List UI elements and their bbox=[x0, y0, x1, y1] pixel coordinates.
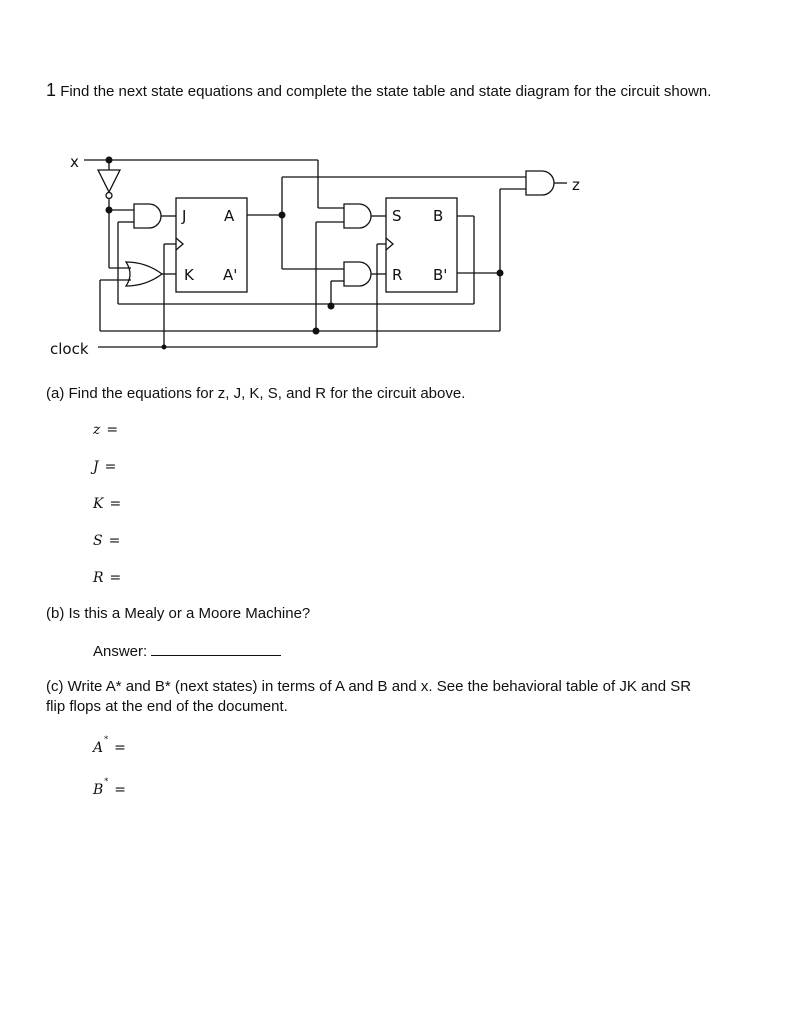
ff-b-s-label: S bbox=[392, 207, 402, 225]
circuit-diagram bbox=[0, 140, 791, 370]
part-a-prompt: (a) Find the equations for z, J, K, S, and R for the circuit above. bbox=[46, 385, 466, 402]
flip-flop-b bbox=[386, 198, 457, 292]
equals-sign: = bbox=[106, 422, 119, 438]
ff-b-q-label: B bbox=[433, 207, 444, 225]
part-b-prompt: (b) Is this a Mealy or a Moore Machine? bbox=[46, 605, 311, 622]
and-gate-r bbox=[344, 262, 371, 286]
answer-blank-line[interactable] bbox=[151, 641, 281, 656]
equation-j bbox=[93, 459, 116, 475]
part-b-answer bbox=[93, 641, 281, 660]
question-number: 1 bbox=[46, 80, 57, 100]
equation-b-next bbox=[93, 777, 127, 798]
equation-k-var: K bbox=[93, 496, 104, 512]
equals-sign: = bbox=[104, 459, 117, 475]
equation-r-var: R bbox=[93, 570, 104, 586]
equation-z-var: z bbox=[93, 422, 101, 438]
equals-sign: = bbox=[109, 496, 122, 512]
equation-r bbox=[93, 570, 121, 586]
equation-a-next bbox=[93, 735, 126, 756]
ff-b-qbar-label: B' bbox=[433, 266, 448, 284]
output-z-label: z bbox=[572, 176, 580, 194]
equals-sign: = bbox=[109, 570, 122, 586]
input-x-label: x bbox=[70, 153, 79, 171]
ff-b-r-label: R bbox=[392, 266, 403, 284]
clock-label: clock bbox=[50, 340, 89, 358]
ff-a-j-label: J bbox=[182, 207, 187, 225]
ff-a-k-label: K bbox=[184, 266, 194, 284]
flip-flop-a bbox=[176, 198, 247, 292]
and-gate-z bbox=[526, 171, 554, 195]
equation-s bbox=[93, 533, 120, 549]
inverter-gate bbox=[98, 170, 120, 192]
equation-b-var: B bbox=[93, 782, 104, 798]
question-heading bbox=[46, 80, 711, 101]
or-gate-k bbox=[126, 262, 162, 286]
equation-z bbox=[93, 422, 118, 438]
answer-label: Answer: bbox=[93, 643, 148, 660]
equals-sign: = bbox=[114, 740, 126, 756]
part-c-prompt-line1: (c) Write A* and B* (next states) in terms of A and B and x. See the behavioral table of JK and SR bbox=[46, 678, 692, 695]
equation-a-var: A bbox=[93, 740, 104, 756]
equals-sign: = bbox=[108, 533, 121, 549]
and-gate-j bbox=[134, 204, 161, 228]
equation-s-var: S bbox=[93, 533, 103, 549]
part-c-prompt-line2: flip flops at the end of the document. bbox=[46, 698, 288, 715]
equals-sign: = bbox=[114, 782, 127, 798]
equation-j-var: J bbox=[93, 459, 99, 475]
and-gate-s bbox=[344, 204, 371, 228]
ff-a-qbar-label: A' bbox=[223, 266, 238, 284]
equation-k bbox=[93, 496, 121, 512]
question-text: Find the next state equations and complete the state table and state diagram for the circuit shown. bbox=[60, 83, 712, 100]
ff-a-q-label: A bbox=[224, 207, 235, 225]
next-state-star: * bbox=[104, 777, 109, 786]
next-state-star: * bbox=[104, 735, 109, 744]
